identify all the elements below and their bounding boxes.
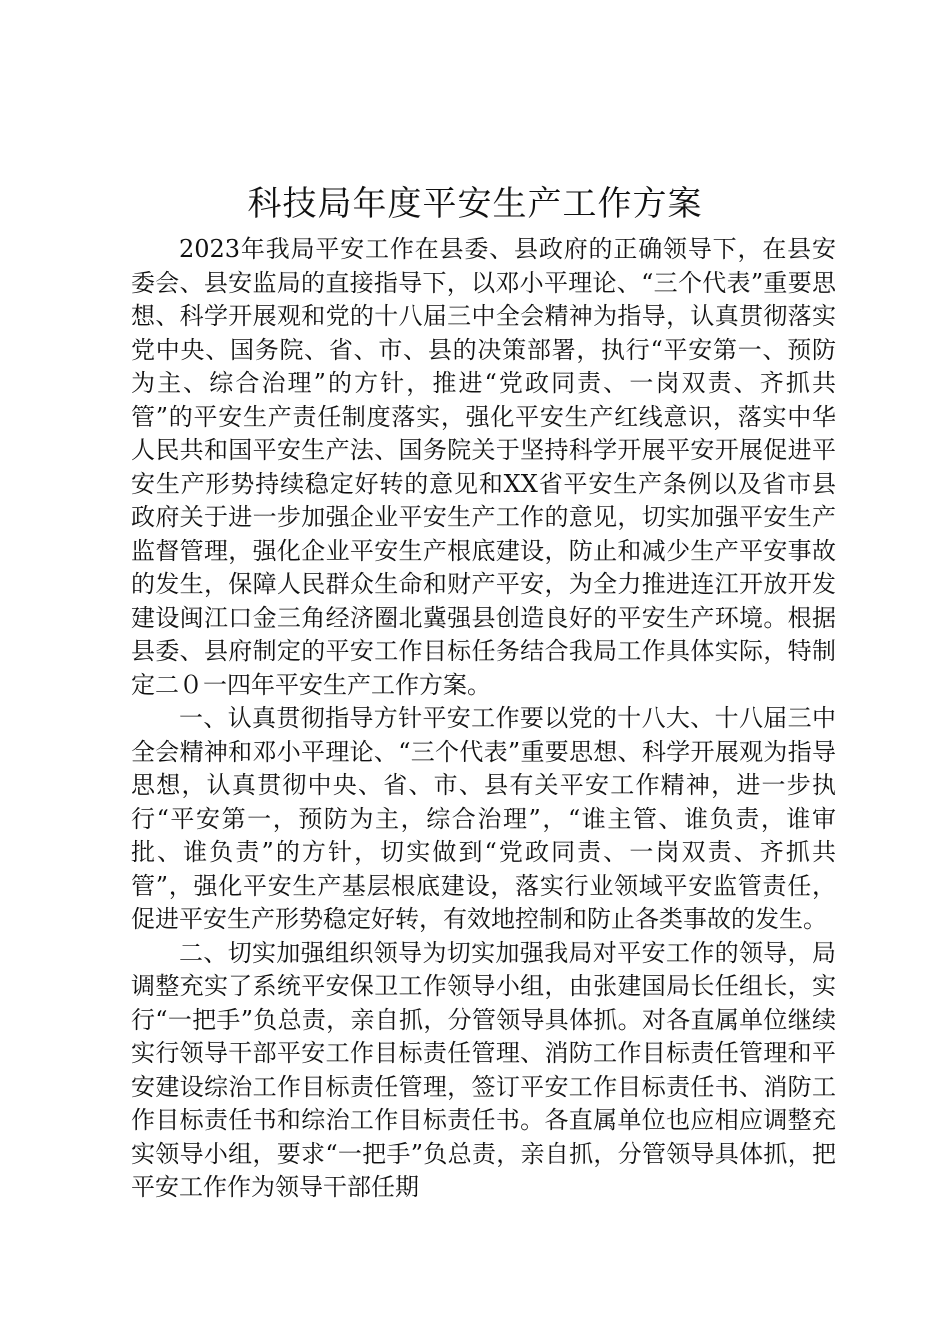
- document-body: [131, 233, 836, 1205]
- paragraph-intro: 2023年我局平安工作在县委、县政府的正确领导下，在县安委会、县安监局的直接指导下，以邓小平理论、“三个代表”重要思想、科学开展观和党的十八届三中全会精神为指导，认真贯彻落实党中央、国务院、省、市、县的决策部署，执行“平安第一、预防为主、综合治理”的方针，推进“党政同责、一岗双责、齐抓共管”的平安生产责任制度落实，强化平安生产红线意识，落实中华人民共和国平安生产法、国务院关于坚持科学开展平安开展促进平安生产形势持续稳定好转的意见和XX省平安生产条例以及省市县政府关于进一步加强企业平安生产工作的意见，切实加强平安生产监督管理，强化企业平安生产根底建设，防止和减少生产平安事故的发生，保障人民群众生命和财产平安，为全力推进连江开放开发建设闽江口金三角经济圈北冀强县创造良好的平安生产环境。根据县委、县府制定的平安工作目标任务结合我局工作具体实际，特制定二０一四年平安生产工作方案。: [131, 235, 836, 699]
- document-title: 科技局年度平安生产工作方案: [247, 184, 703, 224]
- paragraph-section-1: 一、认真贯彻指导方针平安工作要以党的十八大、十八届三中全会精神和邓小平理论、“三个代表”重要思想、科学开展观为指导思想，认真贯彻中央、省、市、县有关平安工作精神，进一步执行“平安第一，预防为主，综合治理”，“谁主管、谁负责，谁审批、谁负责”的方针，切实做到“党政同责、一岗双责、齐抓共管”，强化平安生产基层根底建设，落实行业领域平安监管责任，促进平安生产形势稳定好转，有效地控制和防止各类事故的发生。: [131, 704, 836, 933]
- paragraph-section-2: 二、切实加强组织领导为切实加强我局对平安工作的领导，局调整充实了系统平安保卫工作领导小组，由张建国局长任组长，实行“一把手”负总责，亲自抓，分管领导具体抓。对各直属单位继续实行领导干部平安工作目标责任管理、消防工作目标责任管理和平安建设综治工作目标责任管理，签订平安工作目标责任书、消防工作目标责任书和综治工作目标责任书。各直属单位也应相应调整充实领导小组，要求“一把手”负总责，亲自抓，分管领导具体抓，把平安工作作为领导干部任期: [131, 938, 836, 1201]
